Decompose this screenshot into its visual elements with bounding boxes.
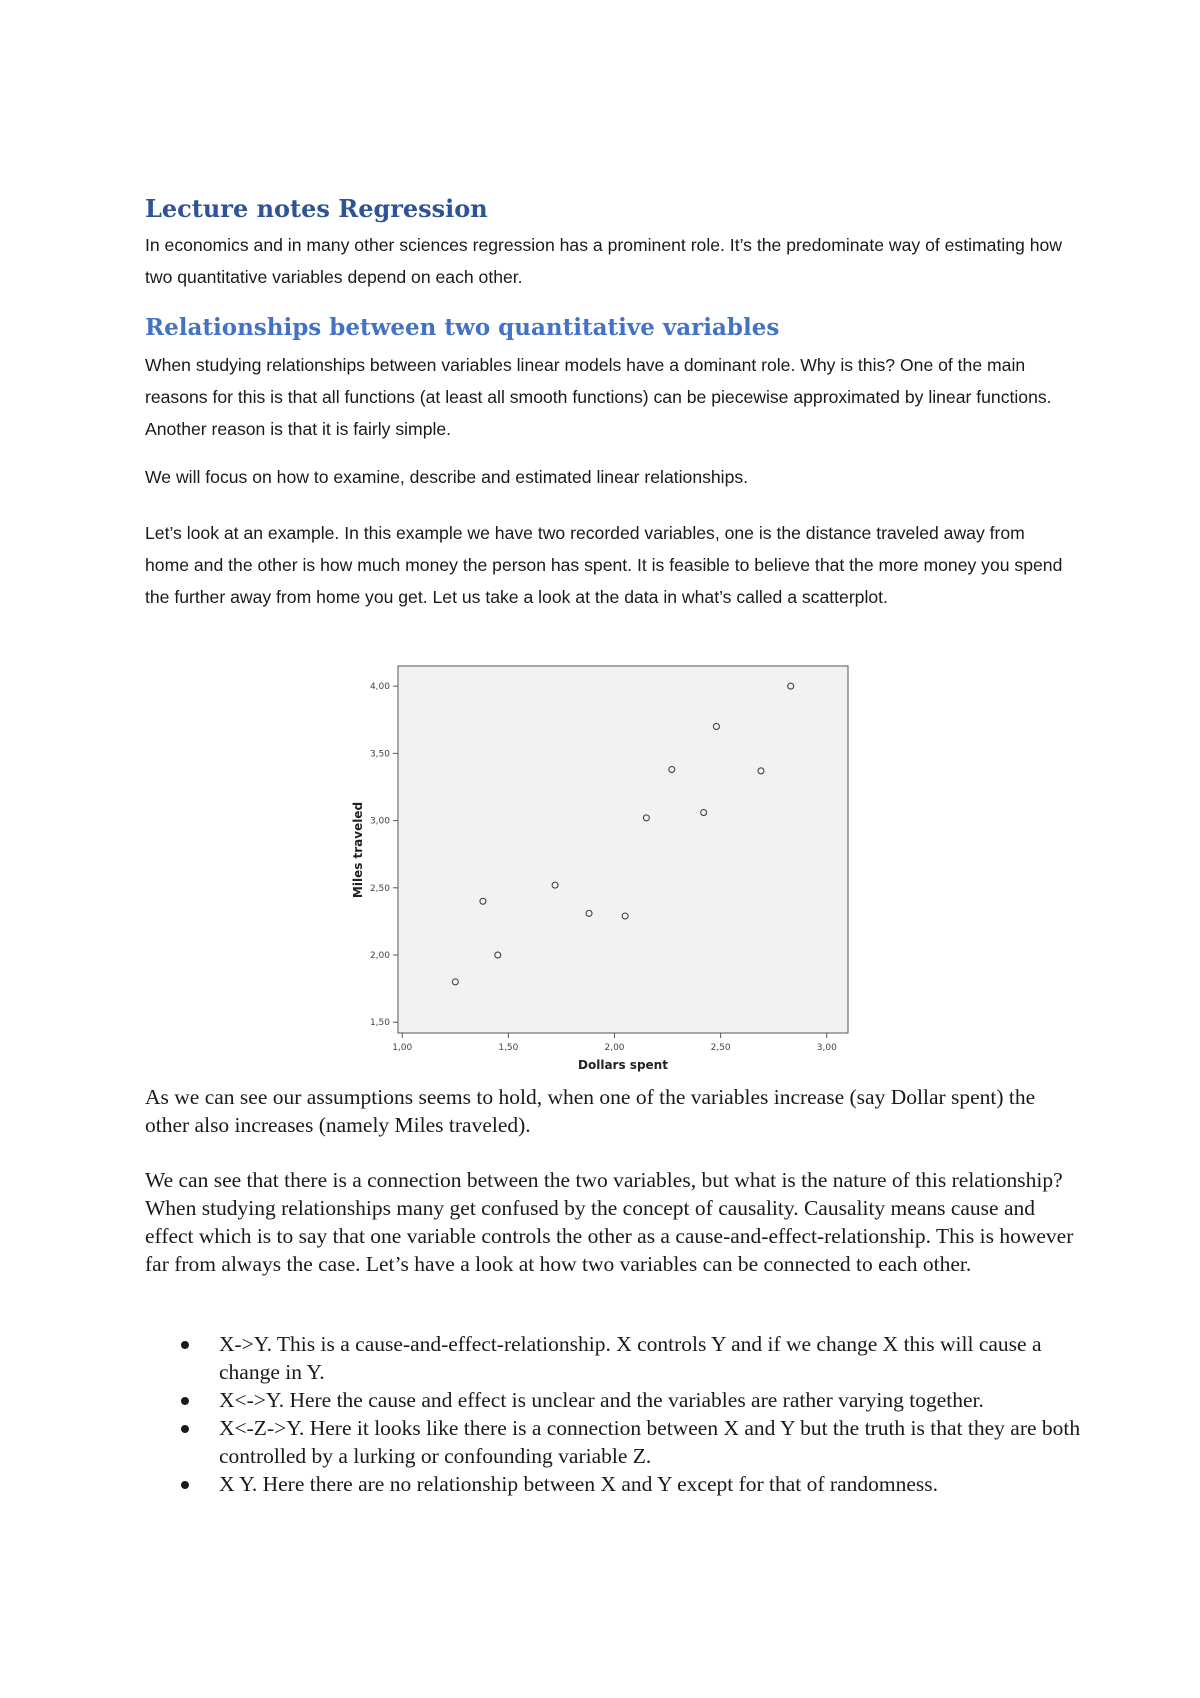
list-item — [145, 1414, 1105, 1470]
x-axis-ticks — [392, 1033, 837, 1053]
paragraph-example: Let’s look at an example. In this example we have two recorded variables, one is the distance traveled away from home and the other is how much money the person has spent. It is feasible to believe that the more money you spend the further away from home you get. Let us take a look at the data in what’s called a scatterplot. — [145, 523, 1063, 607]
y-tick-label: 3,50 — [369, 749, 390, 760]
list-item — [145, 1330, 1105, 1386]
list-item — [145, 1386, 1105, 1414]
paragraph-causality: We can see that there is a connection between the two variables, but what is the nature of this relationship? When studying relationships many get confused by the concept of causality. Causality means cause and effect which is to say that one variable controls the other as a cause-and-effect-relationship. This is however far from always the case. Let’s have a look at how two variables can be connected to each other. — [145, 1168, 1074, 1276]
x-tick-label: 1,50 — [498, 1043, 519, 1053]
y-tick-label: 4,00 — [369, 682, 390, 693]
paragraph-assumptions: As we can see our assumptions seems to hold, when one of the variables increase (say Dollar spent) the other also increases (namely Miles traveled). — [145, 1085, 1036, 1137]
x-tick-label: 2,00 — [604, 1043, 625, 1053]
intro-paragraph: In economics and in many other sciences regression has a prominent role. It’s the predominate way of estimating how two quantitative variables depend on each other. — [145, 235, 1062, 287]
bullet-icon — [181, 1481, 189, 1489]
x-tick-label: 1,00 — [392, 1043, 413, 1053]
x-tick-label: 3,00 — [816, 1043, 837, 1053]
list-item-text: X<-Z->Y. Here it looks like there is a connection between X and Y but the truth is that they are both controlled by a lurking or confounding variable Z. — [219, 1416, 1081, 1468]
relationship-list — [145, 1330, 1105, 1498]
x-tick-label: 2,50 — [710, 1043, 731, 1053]
list-item-text: X->Y. This is a cause-and-effect-relationship. X controls Y and if we change X this will cause a change in Y. — [219, 1332, 1042, 1384]
y-tick-label: 2,00 — [369, 951, 390, 962]
y-tick-label: 3,00 — [369, 816, 390, 827]
y-axis-ticks — [370, 682, 398, 1028]
bullet-icon — [181, 1341, 189, 1349]
y-tick-label: 1,50 — [369, 1018, 390, 1029]
list-item — [145, 1470, 1105, 1498]
paragraph-linear-models: When studying relationships between variables linear models have a dominant role. Why is this? One of the main reasons for this is that all functions (at least all smooth functions) can be piecewise approximated by linear functions. Another reason is that it is fairly simple. — [145, 355, 1052, 439]
document-title: Lecture notes Regression — [145, 194, 488, 223]
paragraph-focus: We will focus on how to examine, describe and estimated linear relationships. — [145, 467, 749, 487]
list-item-text: X Y. Here there are no relationship between X and Y except for that of randomness. — [219, 1472, 939, 1496]
list-item-text: X<->Y. Here the cause and effect is unclear and the variables are rather varying together. — [219, 1388, 984, 1412]
bullet-icon — [181, 1425, 189, 1433]
x-axis-title: Dollars spent — [578, 1058, 668, 1072]
scatterplot-chart — [340, 656, 870, 1076]
y-axis-title: Miles traveled — [351, 801, 365, 899]
section-heading: Relationships between two quantitative variables — [145, 314, 780, 341]
bullet-icon — [181, 1397, 189, 1405]
y-tick-label: 2,50 — [369, 883, 390, 894]
plot-area — [398, 666, 848, 1033]
